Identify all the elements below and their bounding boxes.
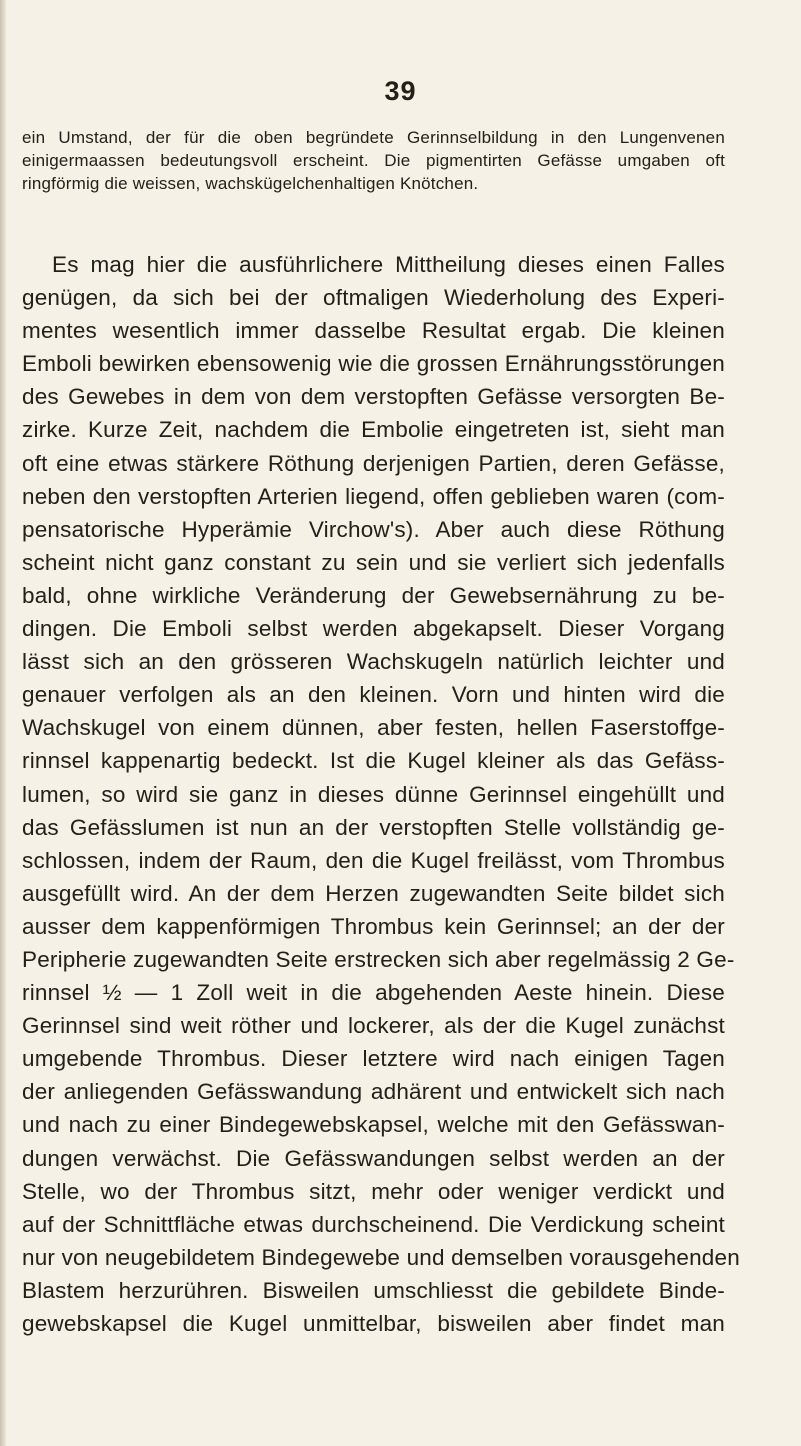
page-spine-shadow [0,0,6,1446]
text-line: des Gewebes in dem von dem verstopften Gefässe versorgten Be- [22,384,725,410]
text-line: und nach zu einer Bindegewebskapsel, welche mit den Gefässwan- [22,1112,725,1138]
text-line: gewebskapsel die Kugel unmittelbar, bisweilen aber findet man [22,1311,725,1336]
text-line: lässt sich an den grösseren Wachskugeln natürlich leichter und [22,649,725,675]
text-line: das Gefässlumen ist nun an der verstopften Stelle vollständig ge- [22,814,725,840]
text-line: nur von neugebildetem Bindegewebe und demselben vorausgehenden [22,1244,740,1270]
text-line: genügen, da sich bei der oftmaligen Wiederholung des Experi- [22,285,725,311]
text-line: ein Umstand, der für die oben begründete Gerinnselbildung in den Lungenvenen [22,128,725,147]
text-line: Peripherie zugewandten Seite erstrecken sich aber regelmässig 2 Ge- [22,946,735,972]
text-line: bald, ohne wirkliche Veränderung der Gewebsernährung zu be- [22,582,725,608]
text-line: einigermaassen bedeutungsvoll erscheint. Die pigmentirten Gefässe umgaben oft [22,151,725,170]
text-line: rinnsel ½ — 1 Zoll weit in die abgehenden Aeste hinein. Diese [22,980,725,1006]
text-line: Emboli bewirken ebensowenig wie die grossen Ernährungsstörungen [22,351,725,377]
text-line: rinnsel kappenartig bedeckt. Ist die Kugel kleiner als das Gefäss- [22,748,725,774]
text-line: Es mag hier die ausführlichere Mittheilung dieses einen Falles [52,252,725,277]
text-line: schlossen, indem der Raum, den die Kugel freilässt, vom Thrombus [22,847,725,873]
text-line: auf der Schnittfläche etwas durchscheinend. Die Verdickung scheint [22,1211,725,1237]
text-line: scheint nicht ganz constant zu sein und sie verliert sich jedenfalls [22,549,725,575]
text-line: Wachskugel von einem dünnen, aber festen, hellen Faserstoffge- [22,715,725,741]
text-line: ausgefüllt wird. An der dem Herzen zugewandten Seite bildet sich [22,880,725,906]
text-line: lumen, so wird sie ganz in dieses dünne Gerinnsel eingehüllt und [22,781,725,807]
text-line: Gerinnsel sind weit röther und lockerer, als der die Kugel zunächst [22,1013,725,1039]
text-line: dingen. Die Emboli selbst werden abgekapselt. Dieser Vorgang [22,616,725,642]
text-line: umgebende Thrombus. Dieser letztere wird nach einigen Tagen [22,1046,725,1072]
text-line: mentes wesentlich immer dasselbe Resultat ergab. Die kleinen [22,318,725,344]
text-line: neben den verstopften Arterien liegend, offen geblieben waren (com- [22,483,725,509]
text-line: ringförmig die weissen, wachskügelchenhaltigen Knötchen. [22,174,479,193]
page-number: 39 [384,76,417,106]
text-line: pensatorische Hyperämie Virchow's). Aber auch diese Röthung [22,516,725,542]
text-line: ausser dem kappenförmigen Thrombus kein Gerinnsel; an der der [22,913,725,939]
main-paragraph [22,248,740,1340]
text-line: zirke. Kurze Zeit, nachdem die Embolie eingetreten ist, sieht man [22,417,725,443]
text-line: Stelle, wo der Thrombus sitzt, mehr oder weniger verdickt und [22,1178,725,1204]
text-line: der anliegenden Gefässwandung adhärent und entwickelt sich nach [22,1079,725,1105]
text-line: oft eine etwas stärkere Röthung derjenigen Partien, deren Gefässe, [22,450,725,476]
footnote-paragraph [22,126,725,195]
text-line: Blastem herzurühren. Bisweilen umschliesst die gebildete Binde- [22,1277,725,1303]
text-line: dungen verwächst. Die Gefässwandungen selbst werden an der [22,1145,725,1171]
text-line: genauer verfolgen als an den kleinen. Vorn und hinten wird die [22,682,725,708]
